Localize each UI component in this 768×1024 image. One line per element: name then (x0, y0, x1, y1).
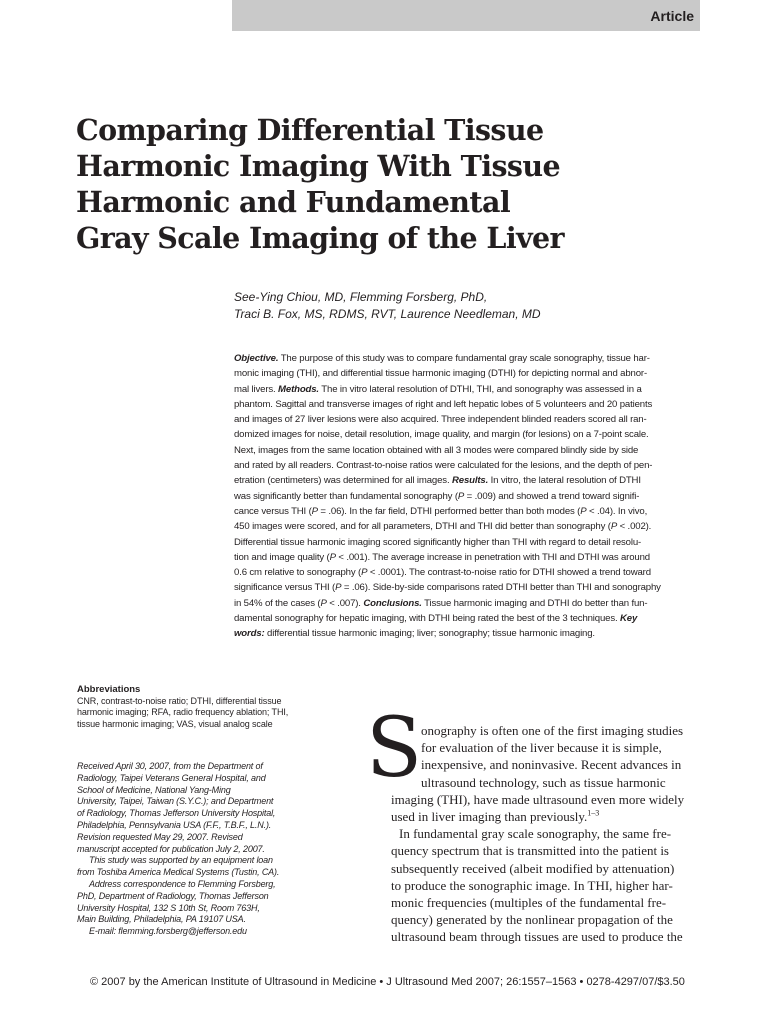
body-line (391, 894, 701, 911)
abstract-line (234, 611, 702, 626)
article-notes (77, 761, 312, 938)
section-header-bar (232, 0, 700, 31)
body-line (391, 860, 701, 877)
body-line-text: imaging (THI), have made ultrasound even more widely (391, 791, 685, 807)
abstract-text: in 54% of the cases ( (234, 597, 321, 609)
author-line: See-Ying Chiou, MD, Flemming Forsberg, PhD, (234, 290, 488, 304)
abstract-text: = .009) and showed a trend toward signifi- (464, 490, 640, 502)
note-line: Revision requested May 29, 2007. Revised (77, 831, 243, 842)
abstract-text: and rated by all readers. Contrast-to-noise ratios were calculated for the lesions, and the depth of pen- (234, 460, 653, 472)
drop-cap: S (366, 701, 423, 796)
note-line: Philadelphia, Pennsylvania USA (F.F., T.B.F., L.N.). (77, 819, 272, 830)
body-line-text: used in liver imaging than previously. (391, 809, 588, 825)
abstract-text: etration (centimeters) was determined for all images. (234, 475, 452, 487)
body-line-text: subsequently received (albeit modified by attenuation) (391, 860, 675, 876)
abstract-text: tion and image quality ( (234, 551, 330, 563)
abstract-line (234, 565, 702, 580)
abstract-line (234, 626, 702, 641)
abstract (234, 351, 702, 642)
abstract-line (234, 596, 702, 611)
body-line (391, 808, 701, 825)
abstract-text: damental sonography for hepatic imaging, with DTHI being rated the best of the 3 techniques. (234, 613, 621, 625)
p-value-symbol: P (335, 582, 342, 594)
body-line-text: ultrasound technology, such as tissue harmonic (421, 774, 666, 790)
body-line-text: onography is often one of the first imaging studies (421, 723, 684, 738)
abstract-line (234, 550, 702, 565)
abstract-text: 450 images were scored, and for all parameters, DTHI and THI did better than sonography ( (234, 521, 611, 533)
section-label: Article (650, 8, 694, 24)
body-line (391, 722, 701, 739)
abstract-keyword: Methods. (278, 383, 319, 395)
body-line (391, 825, 701, 842)
body-line (391, 911, 701, 928)
body-line-text: monic frequencies (multiples of the fundamental fre- (391, 895, 667, 911)
p-value-symbol: P (320, 597, 327, 609)
body-line-text: quency spectrum that is transmitted into the patient is (391, 843, 669, 859)
note-line: Radiology, Taipei Veterans General Hospital, and (77, 772, 266, 783)
title-line: Comparing Differential Tissue (76, 113, 544, 147)
abbreviations-line: tissue harmonic imaging; VAS, visual analog scale (77, 718, 273, 729)
abstract-text: = .06). In the far field, DTHI performed better than both modes ( (317, 505, 581, 517)
abstract-text: significance versus THI ( (234, 582, 336, 594)
abstract-line (234, 397, 702, 412)
abstract-text: 0.6 cm relative to sonography ( (234, 567, 362, 579)
body-text (391, 722, 701, 946)
abstract-text: differential tissue harmonic imaging; liver; sonography; tissue harmonic imaging. (264, 628, 595, 640)
abstract-text: < .002). (617, 521, 652, 533)
note-line: Address correspondence to Flemming Forsberg, (89, 878, 276, 889)
abstract-line (234, 443, 702, 458)
abstract-line (234, 519, 702, 534)
note-line: from Toshiba America Medical Systems (Tustin, CA). (77, 867, 280, 878)
note-line: manuscript accepted for publication July 2, 2007. (77, 843, 265, 854)
abstract-text: = .06). Side-by-side comparisons rated DTHI better than THI and sonography (341, 582, 661, 594)
abstract-text: The in vitro lateral resolution of DTHI, THI, and sonography was assessed in a (318, 383, 642, 395)
body-line (391, 791, 701, 808)
note-line: Received April 30, 2007, from the Department of (77, 761, 263, 771)
abstract-text: cance versus THI ( (234, 505, 312, 517)
body-line-text: for evaluation of the liver because it is simple, (421, 740, 662, 756)
body-line (391, 774, 701, 791)
footer-citation: © 2007 by the American Institute of Ultrasound in Medicine • J Ultrasound Med 2007; 26:1557–1563 • 0278-4297/07/$3.50 (90, 976, 685, 988)
abstract-line (234, 580, 702, 595)
note-line: Main Building, Philadelphia, PA 19107 USA. (77, 914, 246, 925)
note-line: University Hospital, 132 S 10th St, Room 763H, (77, 902, 260, 913)
abstract-text: phantom. Sagittal and transverse images of right and left hepatic lobes of 5 volunteers and 20 patients (234, 398, 653, 410)
body-line (391, 739, 701, 756)
abstract-line (234, 473, 702, 488)
abstract-line (234, 458, 702, 473)
note-line: E-mail: flemming.forsberg@jefferson.edu (89, 926, 247, 937)
abstract-text: < .0001). The contrast-to-noise ratio for DTHI showed a trend toward (367, 567, 651, 579)
abstract-keyword: Results. (451, 475, 489, 487)
p-value-symbol: P (361, 567, 368, 579)
citation-superscript: 1–3 (587, 808, 600, 818)
abbreviations-list (77, 696, 312, 730)
abstract-line (234, 382, 702, 397)
abstract-text: monic imaging (THI), and differential tissue harmonic imaging (DTHI) for depicting normal and abnor- (234, 368, 647, 380)
abstract-keyword: Conclusions. (363, 597, 422, 609)
author-line: Traci B. Fox, MS, RDMS, RVT, Laurence Needleman, MD (234, 307, 541, 321)
note-line: PhD, Department of Radiology, Thomas Jefferson (77, 890, 269, 901)
note-line: of Radiology, Thomas Jefferson University Hospital, (77, 808, 276, 819)
abstract-text: was significantly better than fundamental sonography ( (234, 490, 458, 502)
title-line: Harmonic Imaging With Tissue (76, 149, 560, 183)
p-value-symbol: P (457, 490, 465, 502)
abstract-keyword: words: (234, 628, 265, 640)
note-line: University, Taipei, Taiwan (S.Y.C.); and Department (77, 796, 274, 807)
abstract-keyword: Key (620, 613, 638, 625)
abstract-text: In vitro, the lateral resolution of DTHI (488, 475, 641, 487)
title-line: Harmonic and Fundamental (76, 185, 511, 219)
p-value-symbol: P (329, 551, 336, 563)
article-title (76, 112, 636, 256)
abstract-text: < .007). (326, 597, 364, 609)
p-value-symbol: P (311, 505, 318, 517)
abstract-text: Tissue harmonic imaging and DTHI do better than fun- (421, 597, 648, 609)
body-line (391, 928, 701, 945)
abstract-line (234, 351, 702, 366)
abstract-line (234, 412, 702, 427)
abstract-text: Differential tissue harmonic imaging scored significantly higher than THI with regard to detail resolu- (234, 536, 642, 548)
abstract-text: < .04). In vivo, (586, 505, 648, 517)
abstract-line (234, 535, 702, 550)
abstract-text: Next, images from the same location obtained with all 3 modes were compared blindly side by side (234, 444, 639, 456)
abstract-text: The purpose of this study was to compare fundamental gray scale sonography, tissue har- (278, 353, 650, 364)
author-list (234, 289, 541, 323)
body-line (391, 877, 701, 894)
body-line (391, 842, 701, 859)
abstract-line (234, 489, 702, 504)
abstract-text: < .001). The average increase in penetration with THI and DTHI was around (335, 551, 650, 563)
p-value-symbol: P (610, 521, 618, 533)
body-line-text: quency) generated by the nonlinear propagation of the (391, 912, 673, 928)
abbreviations-line: harmonic imaging; RFA, radio frequency ablation; THI, (77, 707, 289, 718)
title-line: Gray Scale Imaging of the Liver (76, 221, 564, 255)
abstract-keyword: Objective. (234, 353, 279, 364)
abbreviations-line: CNR, contrast-to-noise ratio; DTHI, differential tissue (77, 696, 282, 706)
body-line-text: inexpensive, and noninvasive. Recent advances in (421, 757, 682, 773)
body-line (391, 756, 701, 773)
body-line-text: ultrasound beam through tissues are used to produce the (391, 929, 683, 945)
abstract-text: domized images for noise, detail resolution, image quality, and margin (for lesions) on a 7-point scale. (234, 429, 649, 441)
abstract-text: and images of 27 liver lesions were also acquired. Three independent blinded readers scored all ran- (234, 414, 647, 426)
abstract-line (234, 366, 702, 381)
abstract-line (234, 427, 702, 442)
body-line-text: In fundamental gray scale sonography, the same fre- (399, 826, 672, 842)
abbreviations-heading: Abbreviations (77, 684, 141, 695)
note-line: School of Medicine, National Yang-Ming (77, 784, 231, 795)
abstract-line (234, 504, 702, 519)
abstract-text: mal livers. (234, 383, 279, 395)
p-value-symbol: P (580, 505, 587, 517)
note-line: This study was supported by an equipment loan (89, 855, 273, 866)
body-line-text: to produce the sonographic image. In THI, higher har- (391, 877, 673, 893)
